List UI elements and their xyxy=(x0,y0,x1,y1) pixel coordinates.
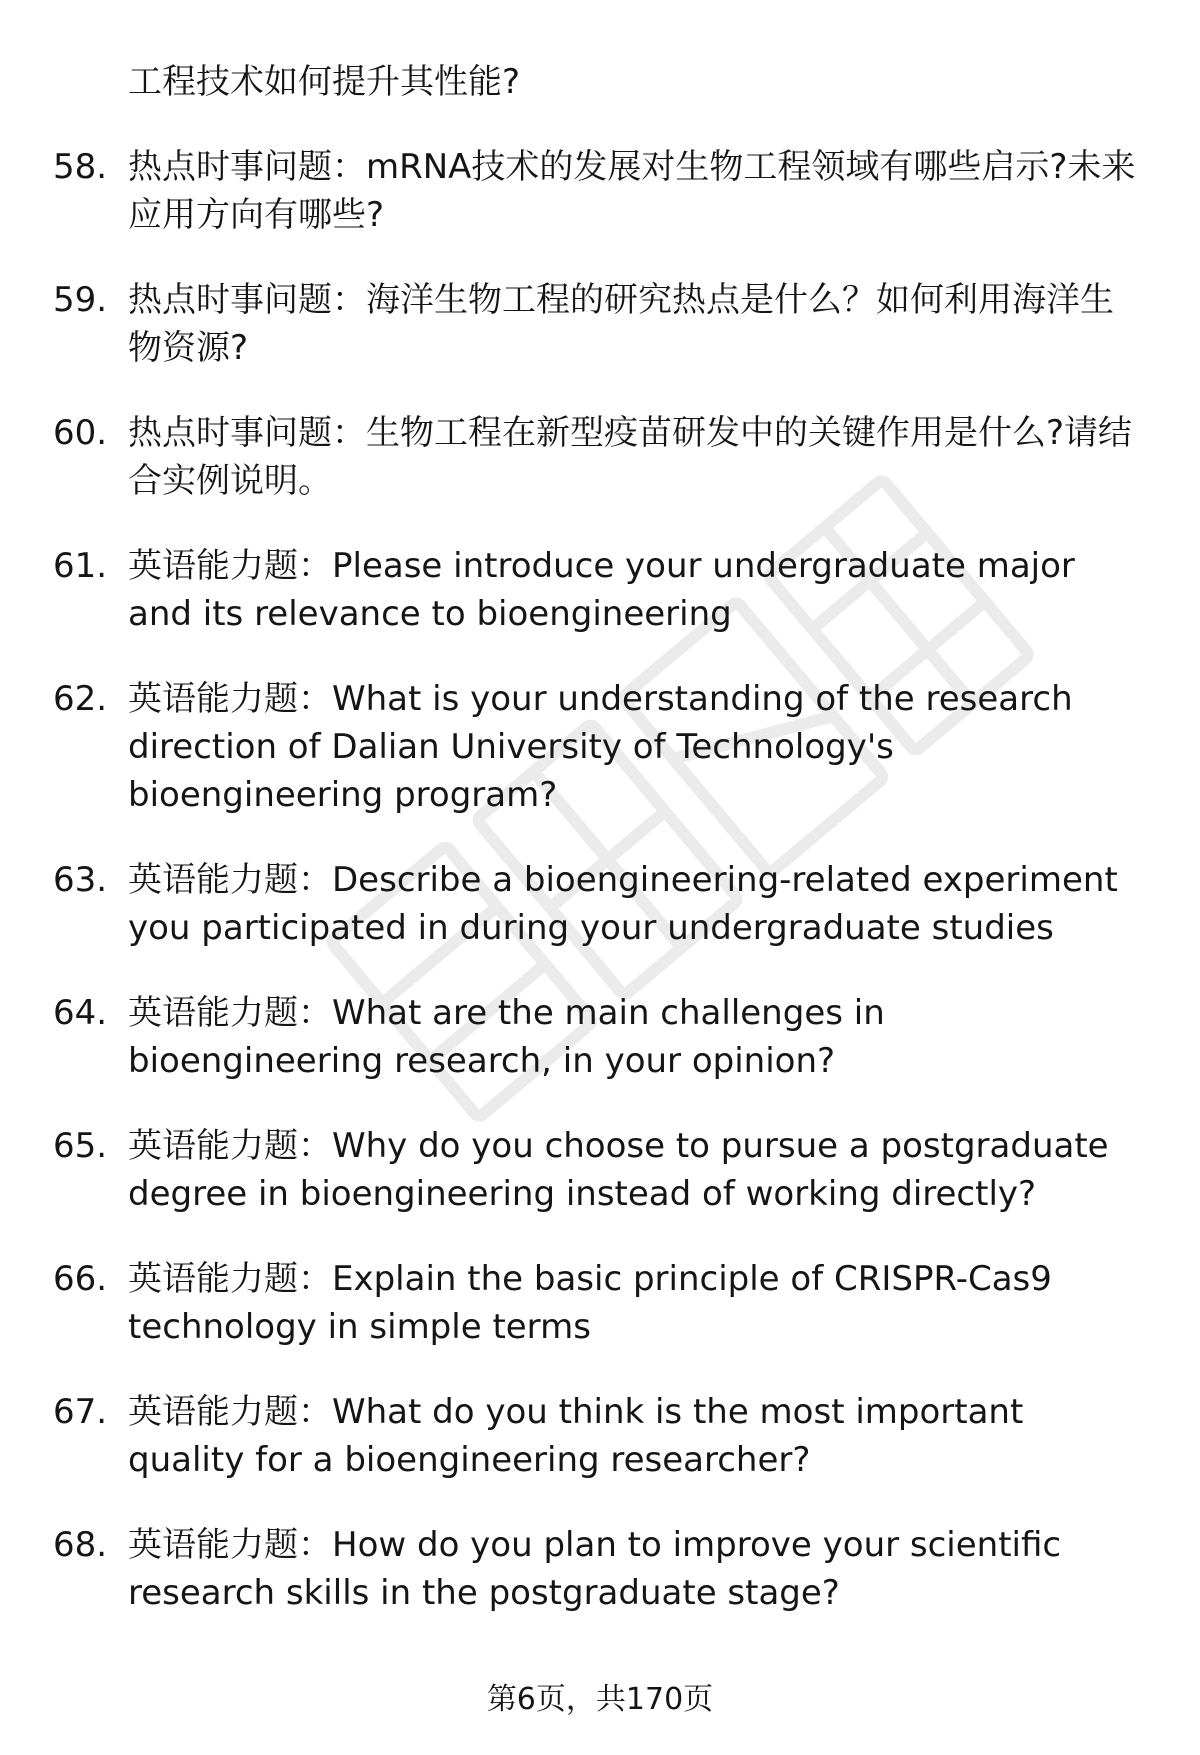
question-body xyxy=(128,1521,1153,1617)
question-category: 英语能力题： xyxy=(128,860,332,900)
continued-question-text xyxy=(53,58,1153,106)
question-category: 英语能力题： xyxy=(128,1259,332,1299)
question-body xyxy=(128,276,1153,372)
question-body xyxy=(128,989,1153,1085)
question-text: 生物工程在新型疫苗研发中的关键作用是什么?请结合实例说明。 xyxy=(128,413,1133,501)
question-item-58 xyxy=(53,143,1153,239)
question-item-63 xyxy=(53,856,1153,952)
continuation-text: 工程技术如何提升其性能? xyxy=(128,62,521,102)
question-category: 英语能力题： xyxy=(128,1392,332,1432)
page-number-label: 第6页，共170页 xyxy=(486,1682,714,1717)
question-body xyxy=(128,1388,1153,1484)
question-item-60 xyxy=(53,409,1153,505)
question-number: 68. xyxy=(53,1525,108,1565)
question-body xyxy=(128,409,1153,505)
question-category: 英语能力题： xyxy=(128,679,332,719)
question-text: What do you think is the most important quality for a bioengineering researcher? xyxy=(128,1392,1024,1480)
question-text: What is your understanding of the research direction of Dalian University of Technology's bioengineering program? xyxy=(128,679,1073,815)
question-item-65 xyxy=(53,1122,1153,1218)
question-number: 64. xyxy=(53,993,108,1033)
question-number: 62. xyxy=(53,679,108,719)
question-number: 60. xyxy=(53,413,108,453)
question-item-64 xyxy=(53,989,1153,1085)
question-category: 热点时事问题： xyxy=(128,413,366,453)
question-text: 海洋生物工程的研究热点是什么？如何利用海洋生物资源? xyxy=(128,280,1114,368)
question-text: What are the main challenges in bioengineering research, in your opinion? xyxy=(128,993,885,1081)
question-body xyxy=(128,675,1153,819)
question-number: 65. xyxy=(53,1126,108,1166)
question-list xyxy=(53,58,1153,1654)
question-category: 英语能力题： xyxy=(128,546,332,586)
question-body xyxy=(128,856,1153,952)
question-category: 热点时事问题： xyxy=(128,280,366,320)
question-number: 58. xyxy=(53,147,108,187)
question-item-59 xyxy=(53,276,1153,372)
question-number: 59. xyxy=(53,280,108,320)
question-category: 热点时事问题： xyxy=(128,147,366,187)
question-category: 英语能力题： xyxy=(128,1126,332,1166)
question-body xyxy=(128,1255,1153,1351)
question-text: Explain the basic principle of CRISPR-Cas9 technology in simple terms xyxy=(128,1259,1052,1347)
question-body xyxy=(128,143,1153,239)
question-text: Describe a bioengineering-related experiment you participated in during your undergraduate studies xyxy=(128,860,1118,948)
question-text: Why do you choose to pursue a postgraduate degree in bioengineering instead of working directly? xyxy=(128,1126,1109,1214)
question-body xyxy=(128,1122,1153,1218)
question-category: 英语能力题： xyxy=(128,993,332,1033)
question-text: Please introduce your undergraduate major and its relevance to bioengineering xyxy=(128,546,1075,634)
question-category: 英语能力题： xyxy=(128,1525,332,1565)
question-number: 63. xyxy=(53,860,108,900)
question-text: mRNA技术的发展对生物工程领域有哪些启示?未来应用方向有哪些? xyxy=(128,147,1136,235)
question-item-62 xyxy=(53,675,1153,819)
question-number: 67. xyxy=(53,1392,108,1432)
question-item-68 xyxy=(53,1521,1153,1617)
page-footer xyxy=(0,1680,1200,1720)
question-number: 66. xyxy=(53,1259,108,1299)
question-item-66 xyxy=(53,1255,1153,1351)
question-text: How do you plan to improve your scientific research skills in the postgraduate stage? xyxy=(128,1525,1062,1613)
question-number: 61. xyxy=(53,546,108,586)
question-body xyxy=(128,542,1153,638)
question-item-61 xyxy=(53,542,1153,638)
question-item-67 xyxy=(53,1388,1153,1484)
